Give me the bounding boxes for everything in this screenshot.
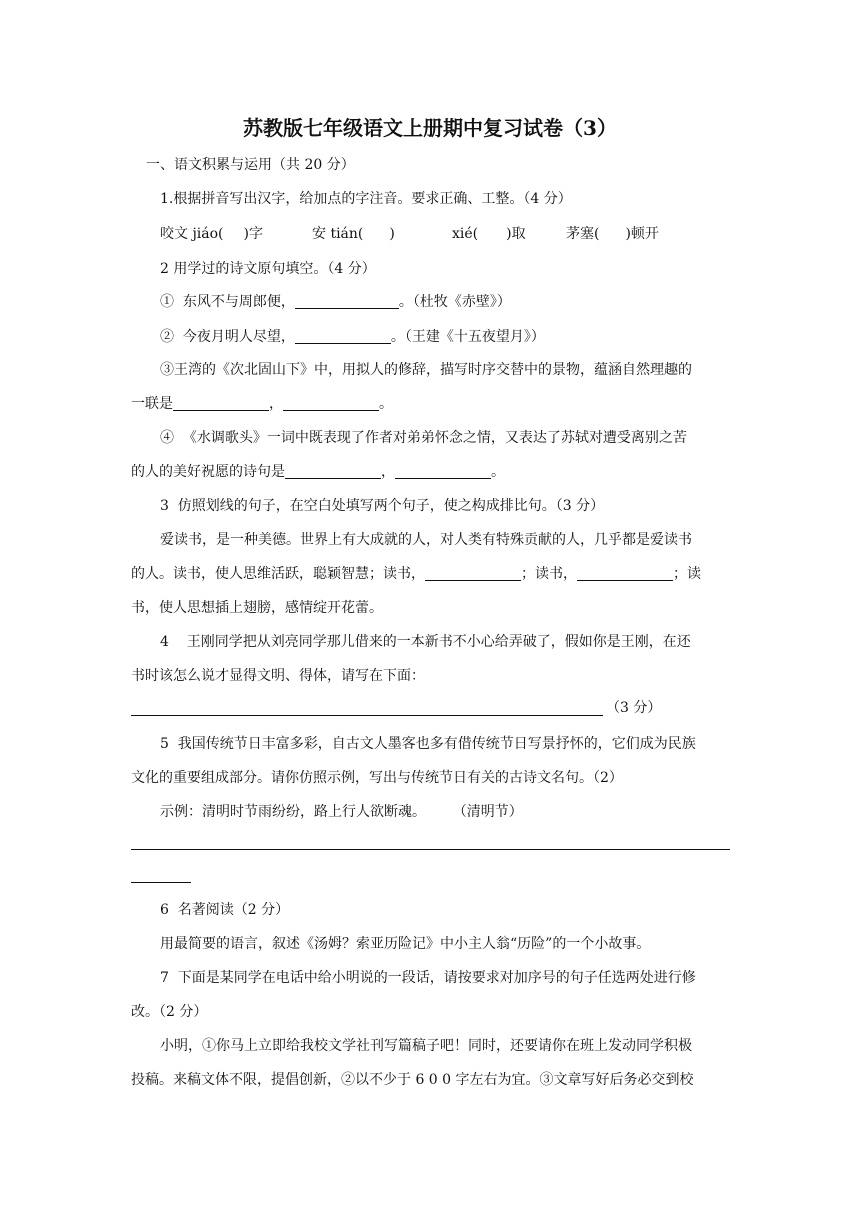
- q1-item-tian: 安 tián( ): [312, 226, 395, 242]
- question-2-text: 2 用学过的诗文原句填空。（4 分）: [160, 261, 376, 277]
- q5-example: 示例：清明时节雨纷纷，路上行人欲断魂。 （清明节）: [160, 804, 523, 820]
- answer-blank[interactable]: [295, 329, 391, 344]
- q4-answer-line[interactable]: [131, 715, 603, 716]
- q5-para-2: 文化的重要组成部分。请你仿照示例，写出与传统节日有关的古诗文名句。（2）: [131, 770, 623, 786]
- q5-answer-line-end[interactable]: [131, 882, 191, 883]
- page-title: 苏教版七年级语文上册期中复习试卷（3）: [243, 116, 617, 140]
- q1-item-jiao: 咬文 jiáo( )字: [160, 226, 263, 242]
- q2-line-3b: 一联是 ， 。: [131, 396, 393, 412]
- q7-para-2: 改。（2 分）: [131, 1004, 208, 1020]
- q2-line-4b: 的人的美好祝愿的诗句是 ， 。: [131, 464, 505, 480]
- q1-item-xie: xié( )取: [452, 226, 526, 242]
- question-7-text: 7 下面是某同学在电话中给小明说的一段话，请按要求对加序号的句子任选两处进行修: [160, 970, 696, 986]
- q2-line-2: ② 今夜月明人尽望， 。（王建《十五夜望月》）: [160, 329, 545, 345]
- answer-blank[interactable]: [285, 464, 381, 479]
- q1-item-maose: 茅塞( )顿开: [566, 226, 659, 242]
- question-5-text: 5 我国传统节日丰富多彩，自古文人墨客也多有借传统节日写景抒怀的，它们成为民族: [160, 736, 696, 752]
- answer-blank[interactable]: [425, 566, 521, 581]
- section-heading: 一、语文积累与运用（共 20 分）: [146, 157, 355, 173]
- q3-para-3: 书，使人思想插上翅膀，感情绽开花蕾。: [131, 600, 383, 616]
- question-6-text: 6 名著阅读（2 分）: [160, 902, 290, 918]
- q4-para-2: 书时该怎么说才显得文明、得体，请写在下面：: [131, 668, 425, 684]
- question-4-text: 4 王刚同学把从刘亮同学那儿借来的一本新书不小心给弄破了，假如你是王刚，在还: [160, 634, 691, 650]
- answer-blank[interactable]: [173, 396, 269, 411]
- q6-para-1: 用最简要的语言，叙述《汤姆？索亚历险记》中小主人翁“历险”的一个小故事。: [160, 936, 651, 952]
- question-3-text: 3 仿照划线的句子，在空白处填写两个句子，使之构成排比句。（3 分）: [160, 498, 605, 514]
- q2-line-4a: ④ 《水调歌头》一词中既表现了作者对弟弟怀念之情，又表达了苏轼对遭受离别之苦: [160, 430, 687, 446]
- answer-blank[interactable]: [395, 464, 491, 479]
- q5-answer-line[interactable]: [131, 849, 730, 850]
- answer-blank[interactable]: [577, 566, 673, 581]
- q3-para-1: 爱读书，是一种美德。世界上有大成就的人，对人类有特殊贡献的人，几乎都是爱读书: [160, 532, 692, 548]
- q2-line-1: ① 东风不与周郎便， 。（杜牧《赤壁》）: [160, 294, 511, 310]
- q3-para-2: 的人。读书，使人思维活跃，聪颖智慧；读书， ；读书， ；读: [131, 566, 701, 582]
- q7-para-3: 小明，①你马上立即给我校文学社刊写篇稿子吧！同时，还要请你在班上发动同学积极: [160, 1038, 692, 1054]
- answer-blank[interactable]: [283, 396, 379, 411]
- q7-para-4: 投稿。来稿文体不限，提倡创新，②以不少于 6 0 0 字左右为宜。③文章写好后务必交到校: [131, 1072, 694, 1088]
- q4-score: （3 分）: [606, 700, 662, 716]
- answer-blank[interactable]: [295, 294, 399, 309]
- q2-line-3a: ③王湾的《次北固山下》中，用拟人的修辞，描写时序交替中的景物，蕴涵自然理趣的: [160, 362, 692, 378]
- question-1-text: 1.根据拼音写出汉字，给加点的字注音。要求正确、工整。（4 分）: [160, 191, 572, 207]
